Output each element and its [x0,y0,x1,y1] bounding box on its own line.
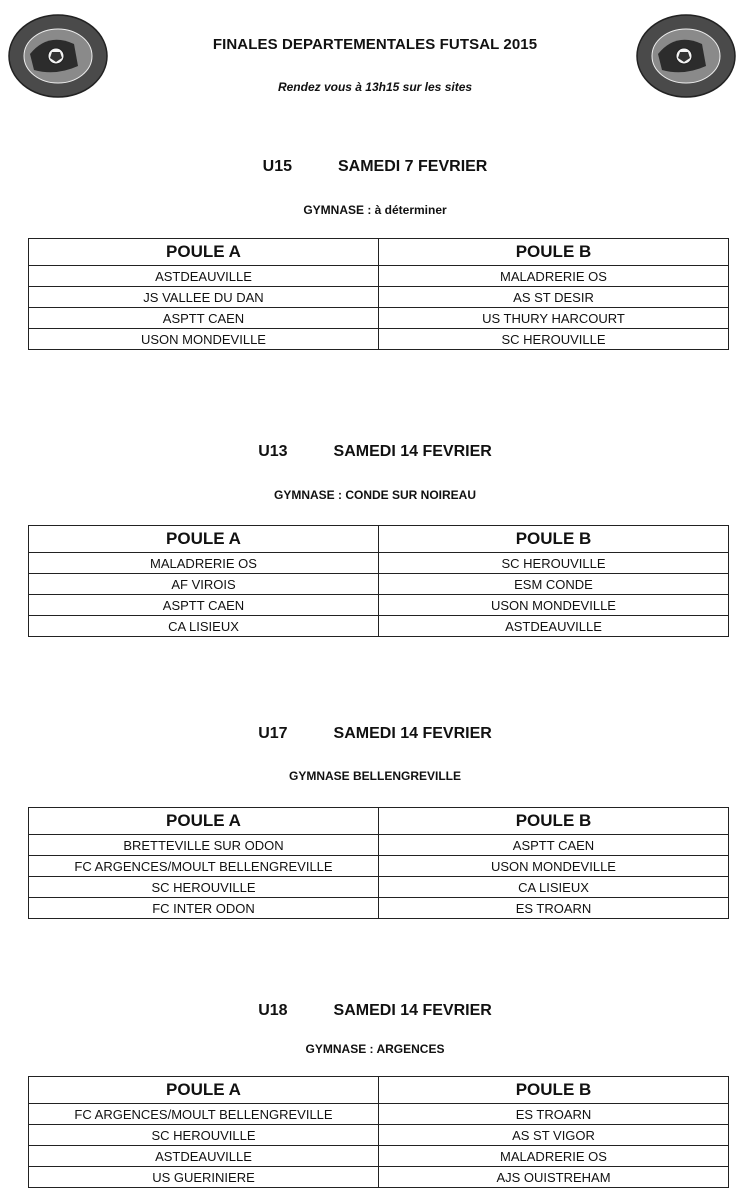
category-label: U15 [262,158,292,175]
table-row [29,553,729,574]
team-cell: SC HEROUVILLE [379,329,729,350]
category-label: U17 [258,725,288,742]
table-row [29,287,729,308]
team-cell: CA LISIEUX [29,616,379,637]
poule-table-u18 [28,1076,729,1188]
page-title: FINALES DEPARTEMENTALES FUTSAL 2015 [212,36,538,53]
section-heading-u13 [0,443,750,461]
team-cell: CA LISIEUX [379,877,729,898]
table-row [29,1104,729,1125]
table-row [29,308,729,329]
table-row [29,1125,729,1146]
poule-a-header: POULE A [29,1077,379,1104]
team-cell: MALADRERIE OS [379,266,729,287]
table-row [29,574,729,595]
team-cell: AJS OUISTREHAM [379,1167,729,1188]
team-cell: SC HEROUVILLE [379,553,729,574]
table-row [29,1167,729,1188]
team-cell: US GUERINIERE [29,1167,379,1188]
team-cell: ESM CONDE [379,574,729,595]
team-cell: US THURY HARCOURT [379,308,729,329]
date-label: SAMEDI 14 FEVRIER [333,1002,492,1019]
team-cell: USON MONDEVILLE [379,595,729,616]
team-cell: ASPTT CAEN [29,308,379,329]
section-heading-u18 [0,1002,750,1020]
team-cell: ES TROARN [379,898,729,919]
team-cell: AS ST DESIR [379,287,729,308]
team-cell: MALADRERIE OS [379,1146,729,1167]
team-cell: SC HEROUVILLE [29,1125,379,1146]
team-cell: ASTDEAUVILLE [379,616,729,637]
team-cell: USON MONDEVILLE [379,856,729,877]
team-cell: USON MONDEVILLE [29,329,379,350]
team-cell: ASTDEAUVILLE [29,1146,379,1167]
team-cell: JS VALLEE DU DAN [29,287,379,308]
team-cell: FC ARGENCES/MOULT BELLENGREVILLE [29,1104,379,1125]
poule-table-u17 [28,807,729,919]
poule-b-header: POULE B [379,808,729,835]
table-row [29,835,729,856]
poule-a-header: POULE A [29,526,379,553]
category-label: U18 [258,1002,288,1019]
gymnase-label: GYMNASE : CONDE SUR NOIREAU [273,488,476,502]
team-cell: ASPTT CAEN [379,835,729,856]
table-row [29,898,729,919]
poule-a-header: POULE A [29,239,379,266]
team-cell: AS ST VIGOR [379,1125,729,1146]
table-row [29,266,729,287]
table-row [29,1146,729,1167]
section-heading-u17 [0,725,750,743]
team-cell: ASPTT CAEN [29,595,379,616]
team-cell: FC INTER ODON [29,898,379,919]
poule-b-header: POULE B [379,239,729,266]
section-heading-u15 [0,158,750,176]
gymnase-label: GYMNASE : à déterminer [303,203,447,217]
poule-b-header: POULE B [379,1077,729,1104]
team-cell: AF VIROIS [29,574,379,595]
date-label: SAMEDI 14 FEVRIER [333,725,492,742]
team-cell: ASTDEAUVILLE [29,266,379,287]
poule-b-header: POULE B [379,526,729,553]
team-cell: FC ARGENCES/MOULT BELLENGREVILLE [29,856,379,877]
table-row [29,595,729,616]
table-row [29,329,729,350]
poule-table-u13 [28,525,729,637]
team-cell: BRETTEVILLE SUR ODON [29,835,379,856]
table-row [29,616,729,637]
table-row [29,856,729,877]
poule-table-u15 [28,238,729,350]
category-label: U13 [258,443,288,460]
date-label: SAMEDI 7 FEVRIER [338,158,488,175]
team-cell: MALADRERIE OS [29,553,379,574]
team-cell: SC HEROUVILLE [29,877,379,898]
team-cell: ES TROARN [379,1104,729,1125]
page-subtitle: Rendez vous à 13h15 sur les sites [277,80,473,94]
poule-a-header: POULE A [29,808,379,835]
date-label: SAMEDI 14 FEVRIER [333,443,492,460]
gymnase-label: GYMNASE BELLENGREVILLE [288,769,461,783]
table-row [29,877,729,898]
gymnase-label: GYMNASE : ARGENCES [305,1042,445,1056]
